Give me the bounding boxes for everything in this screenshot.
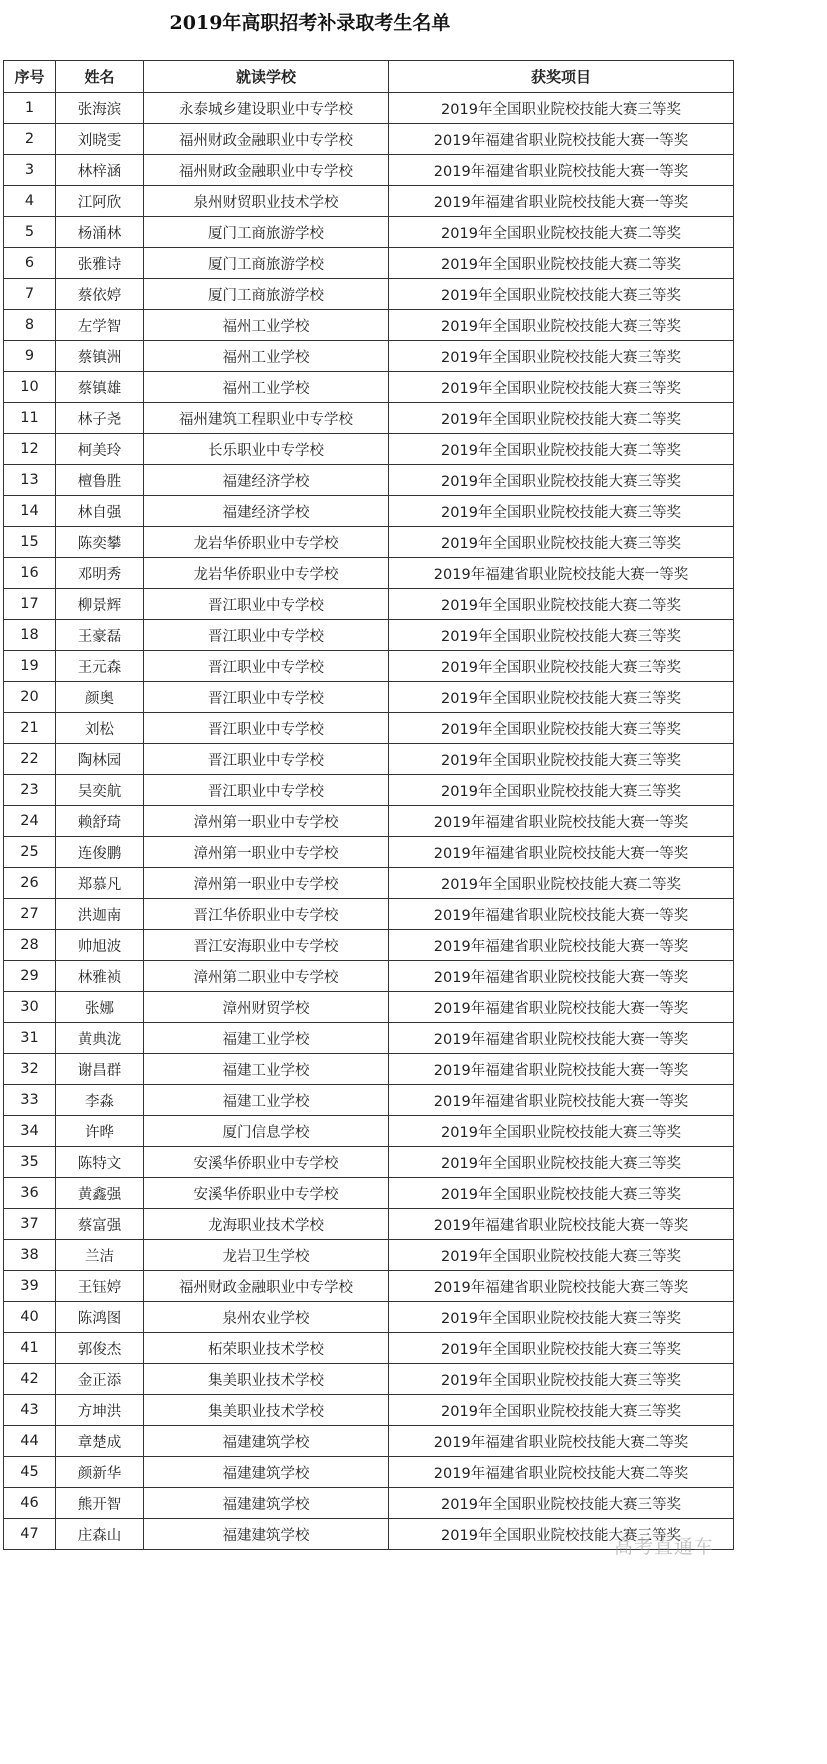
cell-name: 陶林园 [56, 744, 144, 775]
cell-school: 厦门工商旅游学校 [144, 217, 389, 248]
cell-award: 2019年全国职业院校技能大赛三等奖 [389, 1178, 734, 1209]
table-row [4, 1426, 734, 1457]
cell-serial: 38 [4, 1240, 56, 1271]
cell-serial: 5 [4, 217, 56, 248]
cell-award: 2019年全国职业院校技能大赛三等奖 [389, 1333, 734, 1364]
cell-name: 黄典泷 [56, 1023, 144, 1054]
cell-award: 2019年全国职业院校技能大赛二等奖 [389, 589, 734, 620]
table-row [4, 1240, 734, 1271]
cell-name: 江阿欣 [56, 186, 144, 217]
table-row [4, 279, 734, 310]
cell-school: 漳州第一职业中专学校 [144, 868, 389, 899]
cell-award: 2019年福建省职业院校技能大赛一等奖 [389, 899, 734, 930]
cell-school: 厦门工商旅游学校 [144, 248, 389, 279]
cell-serial: 29 [4, 961, 56, 992]
cell-school: 晋江华侨职业中专学校 [144, 899, 389, 930]
cell-name: 金正添 [56, 1364, 144, 1395]
cell-school: 福州建筑工程职业中专学校 [144, 403, 389, 434]
table-row [4, 1302, 734, 1333]
cell-name: 吴奕航 [56, 775, 144, 806]
cell-school: 福州工业学校 [144, 310, 389, 341]
table-row [4, 1364, 734, 1395]
cell-name: 张海滨 [56, 93, 144, 124]
table-row [4, 899, 734, 930]
cell-serial: 23 [4, 775, 56, 806]
cell-award: 2019年全国职业院校技能大赛三等奖 [389, 1116, 734, 1147]
cell-serial: 2 [4, 124, 56, 155]
cell-serial: 42 [4, 1364, 56, 1395]
cell-name: 赖舒琦 [56, 806, 144, 837]
cell-school: 晋江职业中专学校 [144, 744, 389, 775]
cell-serial: 1 [4, 93, 56, 124]
cell-serial: 46 [4, 1488, 56, 1519]
cell-serial: 19 [4, 651, 56, 682]
cell-school: 晋江职业中专学校 [144, 775, 389, 806]
cell-serial: 25 [4, 837, 56, 868]
cell-serial: 20 [4, 682, 56, 713]
table-row [4, 155, 734, 186]
cell-award: 2019年全国职业院校技能大赛三等奖 [389, 465, 734, 496]
table-row [4, 1178, 734, 1209]
cell-name: 蔡镇洲 [56, 341, 144, 372]
cell-school: 厦门工商旅游学校 [144, 279, 389, 310]
cell-serial: 16 [4, 558, 56, 589]
cell-name: 郑慕凡 [56, 868, 144, 899]
cell-school: 福建经济学校 [144, 465, 389, 496]
cell-name: 谢昌群 [56, 1054, 144, 1085]
cell-award: 2019年全国职业院校技能大赛三等奖 [389, 713, 734, 744]
cell-serial: 17 [4, 589, 56, 620]
cell-award: 2019年福建省职业院校技能大赛一等奖 [389, 155, 734, 186]
cell-serial: 40 [4, 1302, 56, 1333]
cell-award: 2019年福建省职业院校技能大赛一等奖 [389, 1054, 734, 1085]
cell-school: 晋江职业中专学校 [144, 620, 389, 651]
table-row [4, 930, 734, 961]
cell-name: 方坤洪 [56, 1395, 144, 1426]
cell-award: 2019年全国职业院校技能大赛三等奖 [389, 620, 734, 651]
cell-serial: 34 [4, 1116, 56, 1147]
cell-name: 张雅诗 [56, 248, 144, 279]
cell-award: 2019年全国职业院校技能大赛二等奖 [389, 868, 734, 899]
cell-award: 2019年全国职业院校技能大赛三等奖 [389, 372, 734, 403]
cell-award: 2019年全国职业院校技能大赛三等奖 [389, 744, 734, 775]
cell-serial: 45 [4, 1457, 56, 1488]
cell-award: 2019年全国职业院校技能大赛二等奖 [389, 434, 734, 465]
cell-name: 庄森山 [56, 1519, 144, 1550]
cell-award: 2019年全国职业院校技能大赛三等奖 [389, 310, 734, 341]
cell-award: 2019年全国职业院校技能大赛三等奖 [389, 1488, 734, 1519]
table-row [4, 1271, 734, 1302]
table-row [4, 434, 734, 465]
cell-school: 晋江职业中专学校 [144, 682, 389, 713]
cell-name: 蔡镇雄 [56, 372, 144, 403]
cell-serial: 33 [4, 1085, 56, 1116]
cell-school: 福州财政金融职业中专学校 [144, 155, 389, 186]
cell-school: 长乐职业中专学校 [144, 434, 389, 465]
cell-name: 王元森 [56, 651, 144, 682]
table-row [4, 651, 734, 682]
header-award: 获奖项目 [389, 61, 734, 93]
cell-school: 柘荣职业技术学校 [144, 1333, 389, 1364]
cell-serial: 11 [4, 403, 56, 434]
cell-name: 邓明秀 [56, 558, 144, 589]
cell-name: 许晔 [56, 1116, 144, 1147]
cell-award: 2019年全国职业院校技能大赛三等奖 [389, 496, 734, 527]
cell-name: 张娜 [56, 992, 144, 1023]
table-row [4, 1209, 734, 1240]
cell-award: 2019年全国职业院校技能大赛三等奖 [389, 682, 734, 713]
cell-serial: 35 [4, 1147, 56, 1178]
cell-award: 2019年全国职业院校技能大赛三等奖 [389, 93, 734, 124]
table-row [4, 775, 734, 806]
cell-serial: 14 [4, 496, 56, 527]
cell-award: 2019年全国职业院校技能大赛三等奖 [389, 1240, 734, 1271]
cell-school: 晋江职业中专学校 [144, 589, 389, 620]
cell-serial: 37 [4, 1209, 56, 1240]
cell-award: 2019年福建省职业院校技能大赛三等奖 [389, 1271, 734, 1302]
cell-name: 刘晓雯 [56, 124, 144, 155]
table-row [4, 248, 734, 279]
cell-school: 福建经济学校 [144, 496, 389, 527]
cell-award: 2019年福建省职业院校技能大赛一等奖 [389, 992, 734, 1023]
cell-name: 刘松 [56, 713, 144, 744]
cell-name: 林子尧 [56, 403, 144, 434]
cell-award: 2019年福建省职业院校技能大赛一等奖 [389, 1023, 734, 1054]
cell-award: 2019年全国职业院校技能大赛三等奖 [389, 1395, 734, 1426]
cell-school: 福州工业学校 [144, 341, 389, 372]
cell-award: 2019年福建省职业院校技能大赛一等奖 [389, 1209, 734, 1240]
cell-school: 安溪华侨职业中专学校 [144, 1147, 389, 1178]
cell-name: 陈鸿图 [56, 1302, 144, 1333]
cell-name: 林雅祯 [56, 961, 144, 992]
cell-serial: 13 [4, 465, 56, 496]
cell-serial: 22 [4, 744, 56, 775]
table-row [4, 868, 734, 899]
cell-serial: 3 [4, 155, 56, 186]
table-row [4, 310, 734, 341]
cell-serial: 27 [4, 899, 56, 930]
cell-school: 漳州第一职业中专学校 [144, 806, 389, 837]
cell-serial: 10 [4, 372, 56, 403]
cell-serial: 12 [4, 434, 56, 465]
table-row [4, 186, 734, 217]
watermark-text: 高考直通车 [614, 1536, 715, 1558]
table-row [4, 806, 734, 837]
cell-name: 林自强 [56, 496, 144, 527]
table-row [4, 1085, 734, 1116]
cell-school: 龙岩华侨职业中专学校 [144, 558, 389, 589]
cell-name: 柯美玲 [56, 434, 144, 465]
header-serial: 序号 [4, 61, 56, 93]
cell-name: 蔡富强 [56, 1209, 144, 1240]
cell-award: 2019年全国职业院校技能大赛三等奖 [389, 527, 734, 558]
cell-school: 集美职业技术学校 [144, 1395, 389, 1426]
cell-serial: 32 [4, 1054, 56, 1085]
admission-table [3, 60, 734, 1550]
cell-award: 2019年全国职业院校技能大赛三等奖 [389, 651, 734, 682]
cell-award: 2019年福建省职业院校技能大赛一等奖 [389, 961, 734, 992]
cell-award: 2019年全国职业院校技能大赛三等奖 [389, 341, 734, 372]
cell-school: 晋江职业中专学校 [144, 651, 389, 682]
cell-school: 晋江安海职业中专学校 [144, 930, 389, 961]
cell-serial: 18 [4, 620, 56, 651]
cell-serial: 39 [4, 1271, 56, 1302]
cell-name: 章楚成 [56, 1426, 144, 1457]
cell-award: 2019年全国职业院校技能大赛三等奖 [389, 279, 734, 310]
cell-school: 漳州第二职业中专学校 [144, 961, 389, 992]
cell-school: 集美职业技术学校 [144, 1364, 389, 1395]
cell-award: 2019年福建省职业院校技能大赛一等奖 [389, 1085, 734, 1116]
cell-serial: 4 [4, 186, 56, 217]
cell-school: 龙岩华侨职业中专学校 [144, 527, 389, 558]
cell-school: 龙海职业技术学校 [144, 1209, 389, 1240]
cell-name: 兰洁 [56, 1240, 144, 1271]
cell-name: 陈特文 [56, 1147, 144, 1178]
table-row [4, 992, 734, 1023]
table-row [4, 1023, 734, 1054]
page-title: 2019年高职招考补录取考生名单 [169, 12, 451, 34]
cell-school: 漳州第一职业中专学校 [144, 837, 389, 868]
cell-award: 2019年福建省职业院校技能大赛一等奖 [389, 837, 734, 868]
cell-serial: 44 [4, 1426, 56, 1457]
cell-name: 柳景辉 [56, 589, 144, 620]
cell-award: 2019年福建省职业院校技能大赛一等奖 [389, 124, 734, 155]
cell-name: 郭俊杰 [56, 1333, 144, 1364]
cell-school: 福建建筑学校 [144, 1426, 389, 1457]
cell-award: 2019年全国职业院校技能大赛三等奖 [389, 1519, 734, 1550]
cell-serial: 30 [4, 992, 56, 1023]
cell-serial: 36 [4, 1178, 56, 1209]
table-row [4, 124, 734, 155]
cell-award: 2019年全国职业院校技能大赛三等奖 [389, 775, 734, 806]
cell-school: 福建工业学校 [144, 1085, 389, 1116]
table-row [4, 403, 734, 434]
cell-school: 福州工业学校 [144, 372, 389, 403]
table-row [4, 1333, 734, 1364]
cell-award: 2019年全国职业院校技能大赛二等奖 [389, 248, 734, 279]
cell-school: 厦门信息学校 [144, 1116, 389, 1147]
cell-award: 2019年全国职业院校技能大赛二等奖 [389, 403, 734, 434]
table-row [4, 372, 734, 403]
header-school: 就读学校 [144, 61, 389, 93]
cell-school: 永泰城乡建设职业中专学校 [144, 93, 389, 124]
cell-name: 杨涌林 [56, 217, 144, 248]
cell-award: 2019年福建省职业院校技能大赛一等奖 [389, 186, 734, 217]
table-row [4, 558, 734, 589]
cell-name: 蔡依婷 [56, 279, 144, 310]
cell-school: 福建建筑学校 [144, 1519, 389, 1550]
cell-serial: 9 [4, 341, 56, 372]
table-row [4, 217, 734, 248]
cell-name: 颜新华 [56, 1457, 144, 1488]
cell-serial: 8 [4, 310, 56, 341]
cell-award: 2019年福建省职业院校技能大赛二等奖 [389, 1457, 734, 1488]
cell-school: 晋江职业中专学校 [144, 713, 389, 744]
table-row [4, 341, 734, 372]
table-header-row [4, 61, 734, 93]
cell-name: 帅旭波 [56, 930, 144, 961]
cell-name: 连俊鹏 [56, 837, 144, 868]
cell-serial: 31 [4, 1023, 56, 1054]
table-row [4, 1054, 734, 1085]
table-row [4, 93, 734, 124]
cell-award: 2019年福建省职业院校技能大赛二等奖 [389, 1426, 734, 1457]
cell-name: 颜奥 [56, 682, 144, 713]
cell-award: 2019年全国职业院校技能大赛二等奖 [389, 217, 734, 248]
cell-school: 福建工业学校 [144, 1054, 389, 1085]
cell-school: 福建工业学校 [144, 1023, 389, 1054]
cell-serial: 6 [4, 248, 56, 279]
cell-award: 2019年全国职业院校技能大赛三等奖 [389, 1364, 734, 1395]
cell-serial: 15 [4, 527, 56, 558]
table-row [4, 527, 734, 558]
header-name: 姓名 [56, 61, 144, 93]
cell-serial: 26 [4, 868, 56, 899]
table-row [4, 1488, 734, 1519]
cell-serial: 47 [4, 1519, 56, 1550]
cell-name: 檀鲁胜 [56, 465, 144, 496]
table-row [4, 1395, 734, 1426]
table-row [4, 589, 734, 620]
cell-school: 漳州财贸学校 [144, 992, 389, 1023]
cell-award: 2019年福建省职业院校技能大赛一等奖 [389, 558, 734, 589]
table-row [4, 496, 734, 527]
cell-school: 安溪华侨职业中专学校 [144, 1178, 389, 1209]
cell-award: 2019年福建省职业院校技能大赛一等奖 [389, 806, 734, 837]
cell-school: 福建建筑学校 [144, 1488, 389, 1519]
table-row [4, 744, 734, 775]
table-row [4, 682, 734, 713]
table-row [4, 837, 734, 868]
cell-school: 福州财政金融职业中专学校 [144, 1271, 389, 1302]
cell-name: 王钰婷 [56, 1271, 144, 1302]
cell-school: 福州财政金融职业中专学校 [144, 124, 389, 155]
cell-serial: 41 [4, 1333, 56, 1364]
cell-serial: 21 [4, 713, 56, 744]
cell-serial: 43 [4, 1395, 56, 1426]
cell-award: 2019年福建省职业院校技能大赛一等奖 [389, 930, 734, 961]
table-row [4, 1116, 734, 1147]
table-row [4, 961, 734, 992]
cell-school: 福建建筑学校 [144, 1457, 389, 1488]
table-row [4, 620, 734, 651]
table-row [4, 465, 734, 496]
table-row [4, 713, 734, 744]
cell-serial: 7 [4, 279, 56, 310]
cell-name: 黄鑫强 [56, 1178, 144, 1209]
cell-school: 泉州财贸职业技术学校 [144, 186, 389, 217]
cell-name: 熊开智 [56, 1488, 144, 1519]
cell-serial: 24 [4, 806, 56, 837]
table-row [4, 1457, 734, 1488]
cell-name: 王豪磊 [56, 620, 144, 651]
cell-serial: 28 [4, 930, 56, 961]
cell-award: 2019年全国职业院校技能大赛三等奖 [389, 1302, 734, 1333]
cell-school: 泉州农业学校 [144, 1302, 389, 1333]
cell-name: 李淼 [56, 1085, 144, 1116]
table-row [4, 1147, 734, 1178]
cell-name: 洪迦南 [56, 899, 144, 930]
cell-award: 2019年全国职业院校技能大赛三等奖 [389, 1147, 734, 1178]
cell-name: 左学智 [56, 310, 144, 341]
cell-name: 陈奕攀 [56, 527, 144, 558]
table-body [4, 93, 734, 1550]
cell-school: 龙岩卫生学校 [144, 1240, 389, 1271]
cell-name: 林梓涵 [56, 155, 144, 186]
